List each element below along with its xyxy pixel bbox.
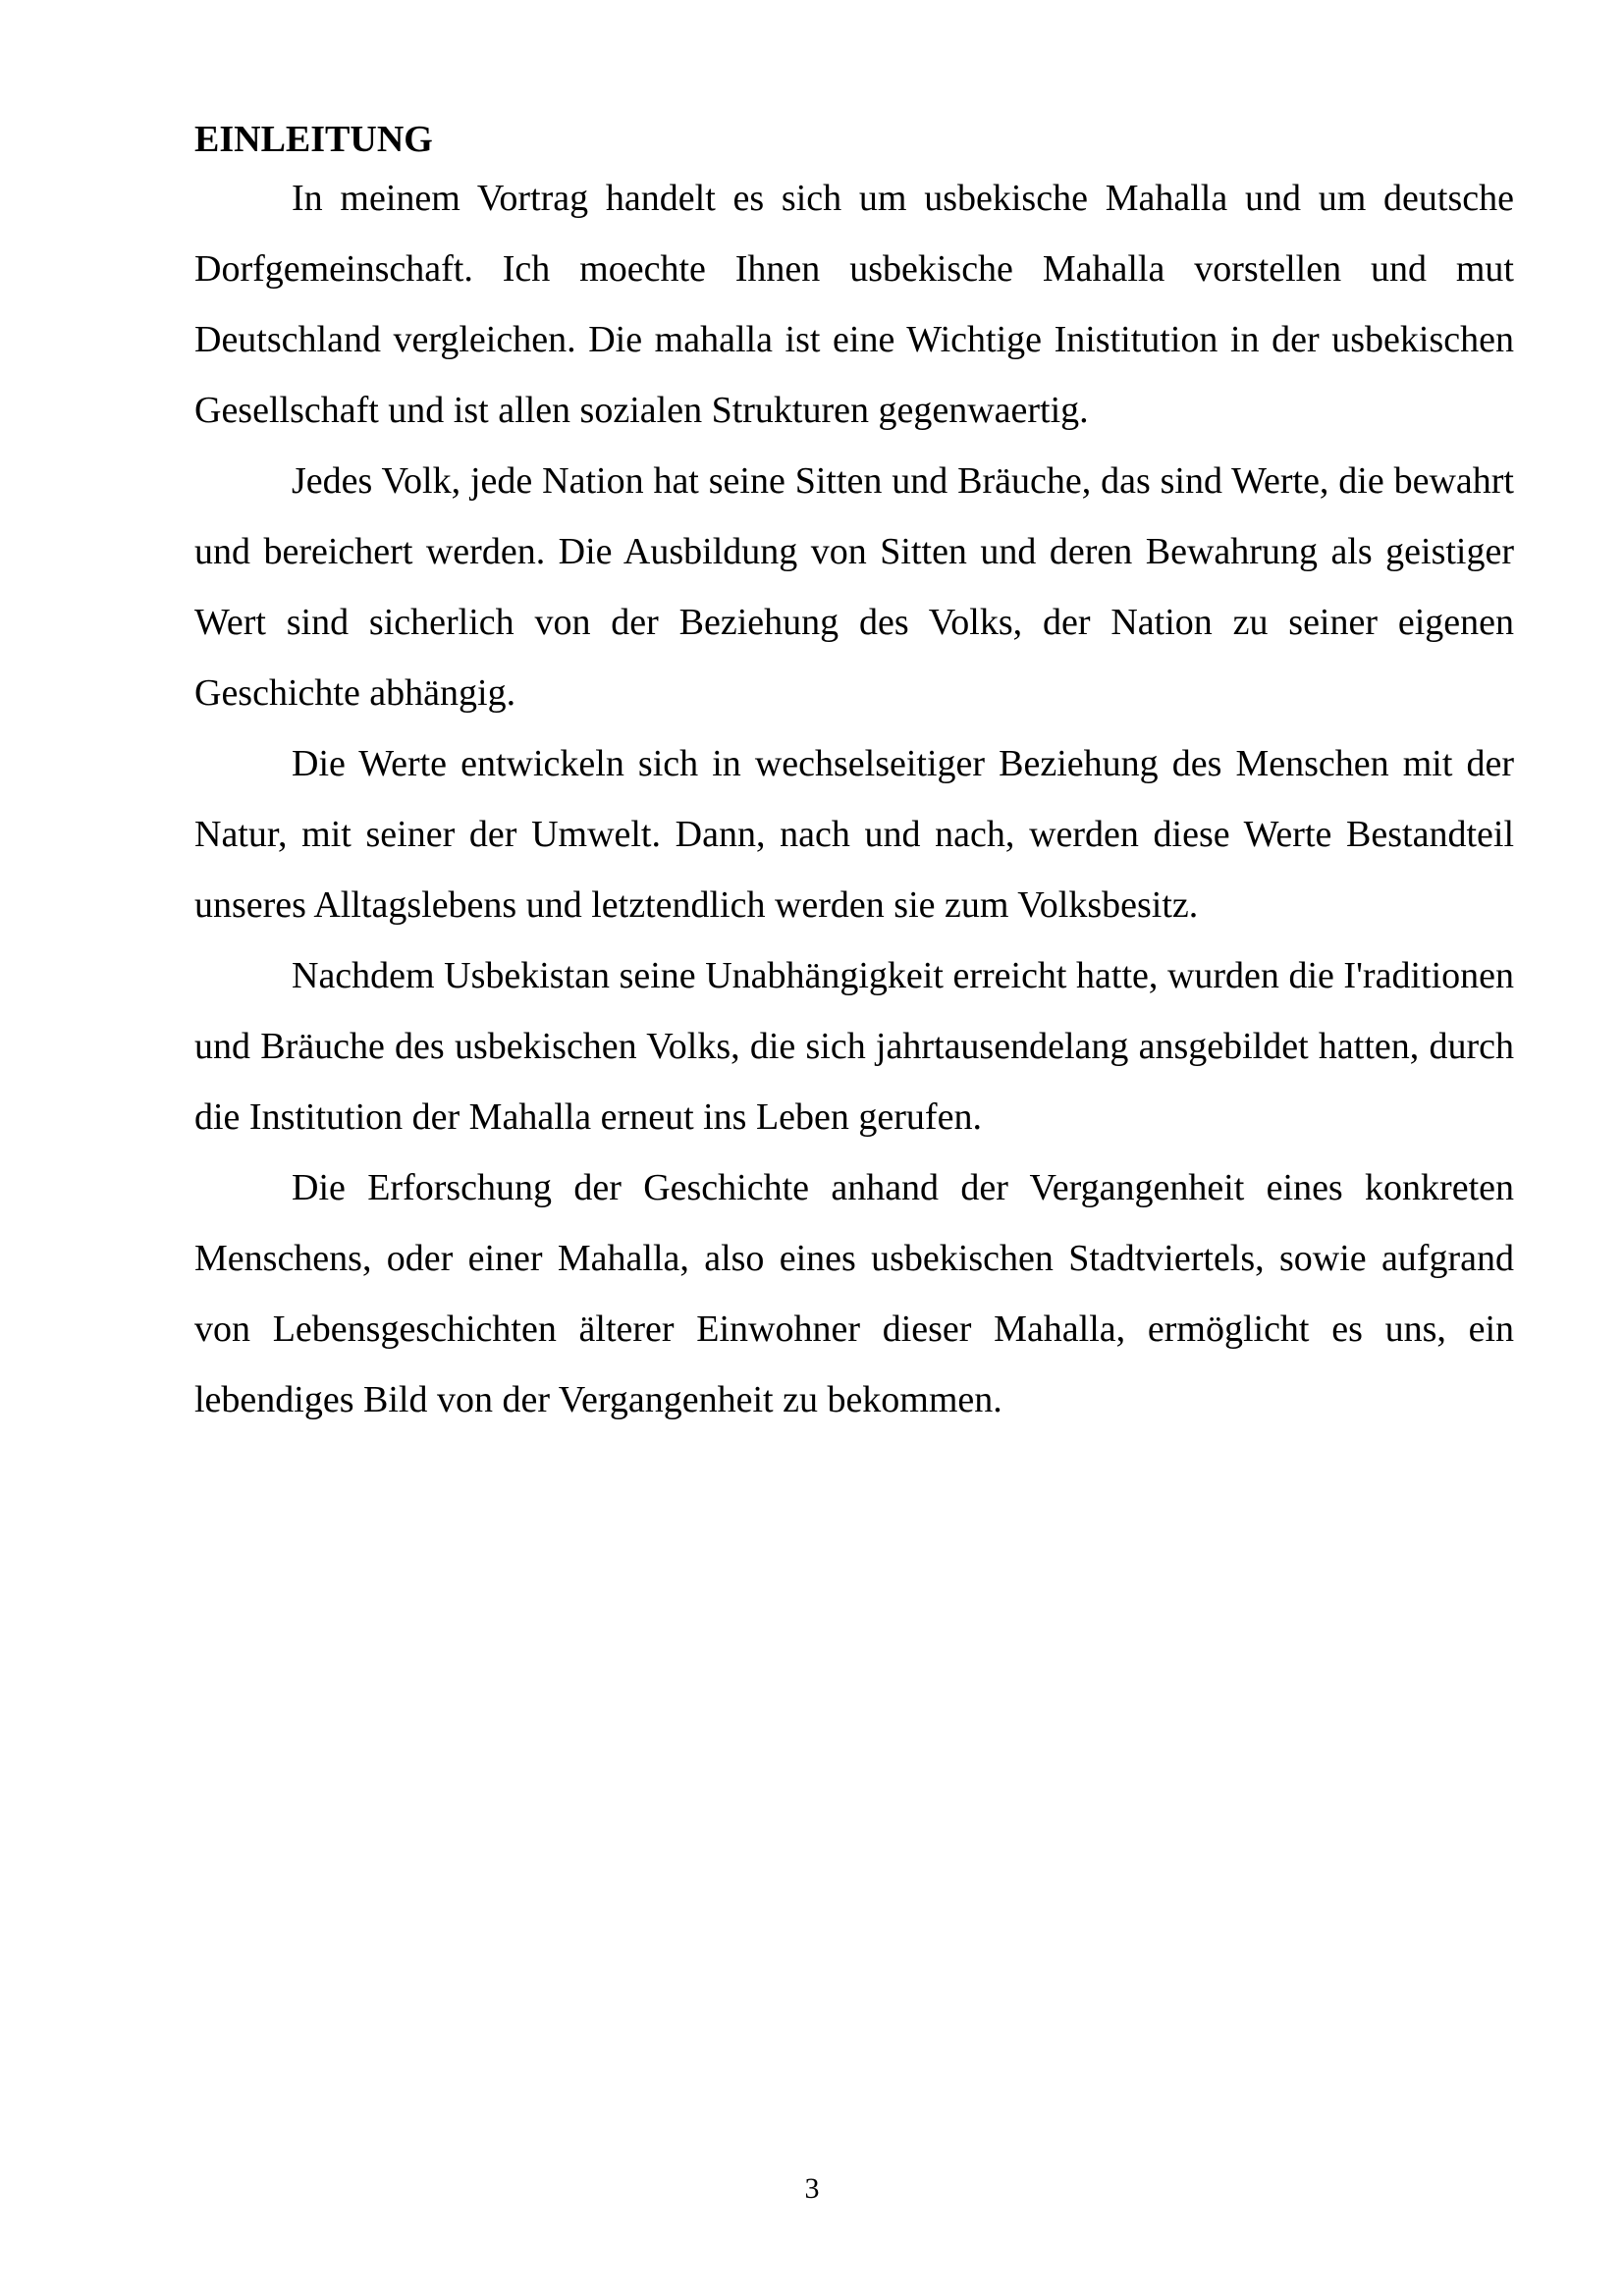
paragraph-1: In meinem Vortrag handelt es sich um usbekische Mahalla und um deutsche Dorfgemeinschaft. Ich moechte Ihnen usbekische Mahalla vorstellen und mut Deutschland vergleichen. Die mahalla ist eine Wichtige Inistitution in der usbekischen Gesellschaft und ist allen sozialen Strukturen gegenwaertig. <box>194 178 1514 431</box>
section-heading: EINLEITUNG <box>194 119 433 160</box>
paragraph-5: Die Erforschung der Geschichte anhand der Vergangenheit eines konkreten Menschens, oder einer Mahalla, also eines usbekischen Stadtviertels, sowie aufgrand von Lebensgeschichten älterer Einwohner dieser Mahalla, ermöglicht es uns, ein lebendiges Bild von der Vergangenheit zu bekommen. <box>194 1167 1514 1420</box>
page-number: 3 <box>804 2172 820 2205</box>
paragraph-4: Nachdem Usbekistan seine Unabhängigkeit erreicht hatte, wurden die I'raditionen und Bräuche des usbekischen Volks, die sich jahrtausendelang ansgebildet hatten, durch die Institution der Mahalla erneut ins Leben gerufen. <box>194 955 1514 1138</box>
paragraph-2: Jedes Volk, jede Nation hat seine Sitten und Bräuche, das sind Werte, die bewahrt und bereichert werden. Die Ausbildung von Sitten und deren Bewahrung als geistiger Wert sind sicherlich von der Beziehung des Volks, der Nation zu seiner eigenen Geschichte abhängig. <box>194 460 1514 714</box>
page-content <box>194 116 1514 1435</box>
paragraph-3: Die Werte entwickeln sich in wechselseitiger Beziehung des Menschen mit der Natur, mit seiner der Umwelt. Dann, nach und nach, werden diese Werte Bestandteil unseres Alltagslebens und letztendlich werden sie zum Volksbesitz. <box>194 743 1514 926</box>
